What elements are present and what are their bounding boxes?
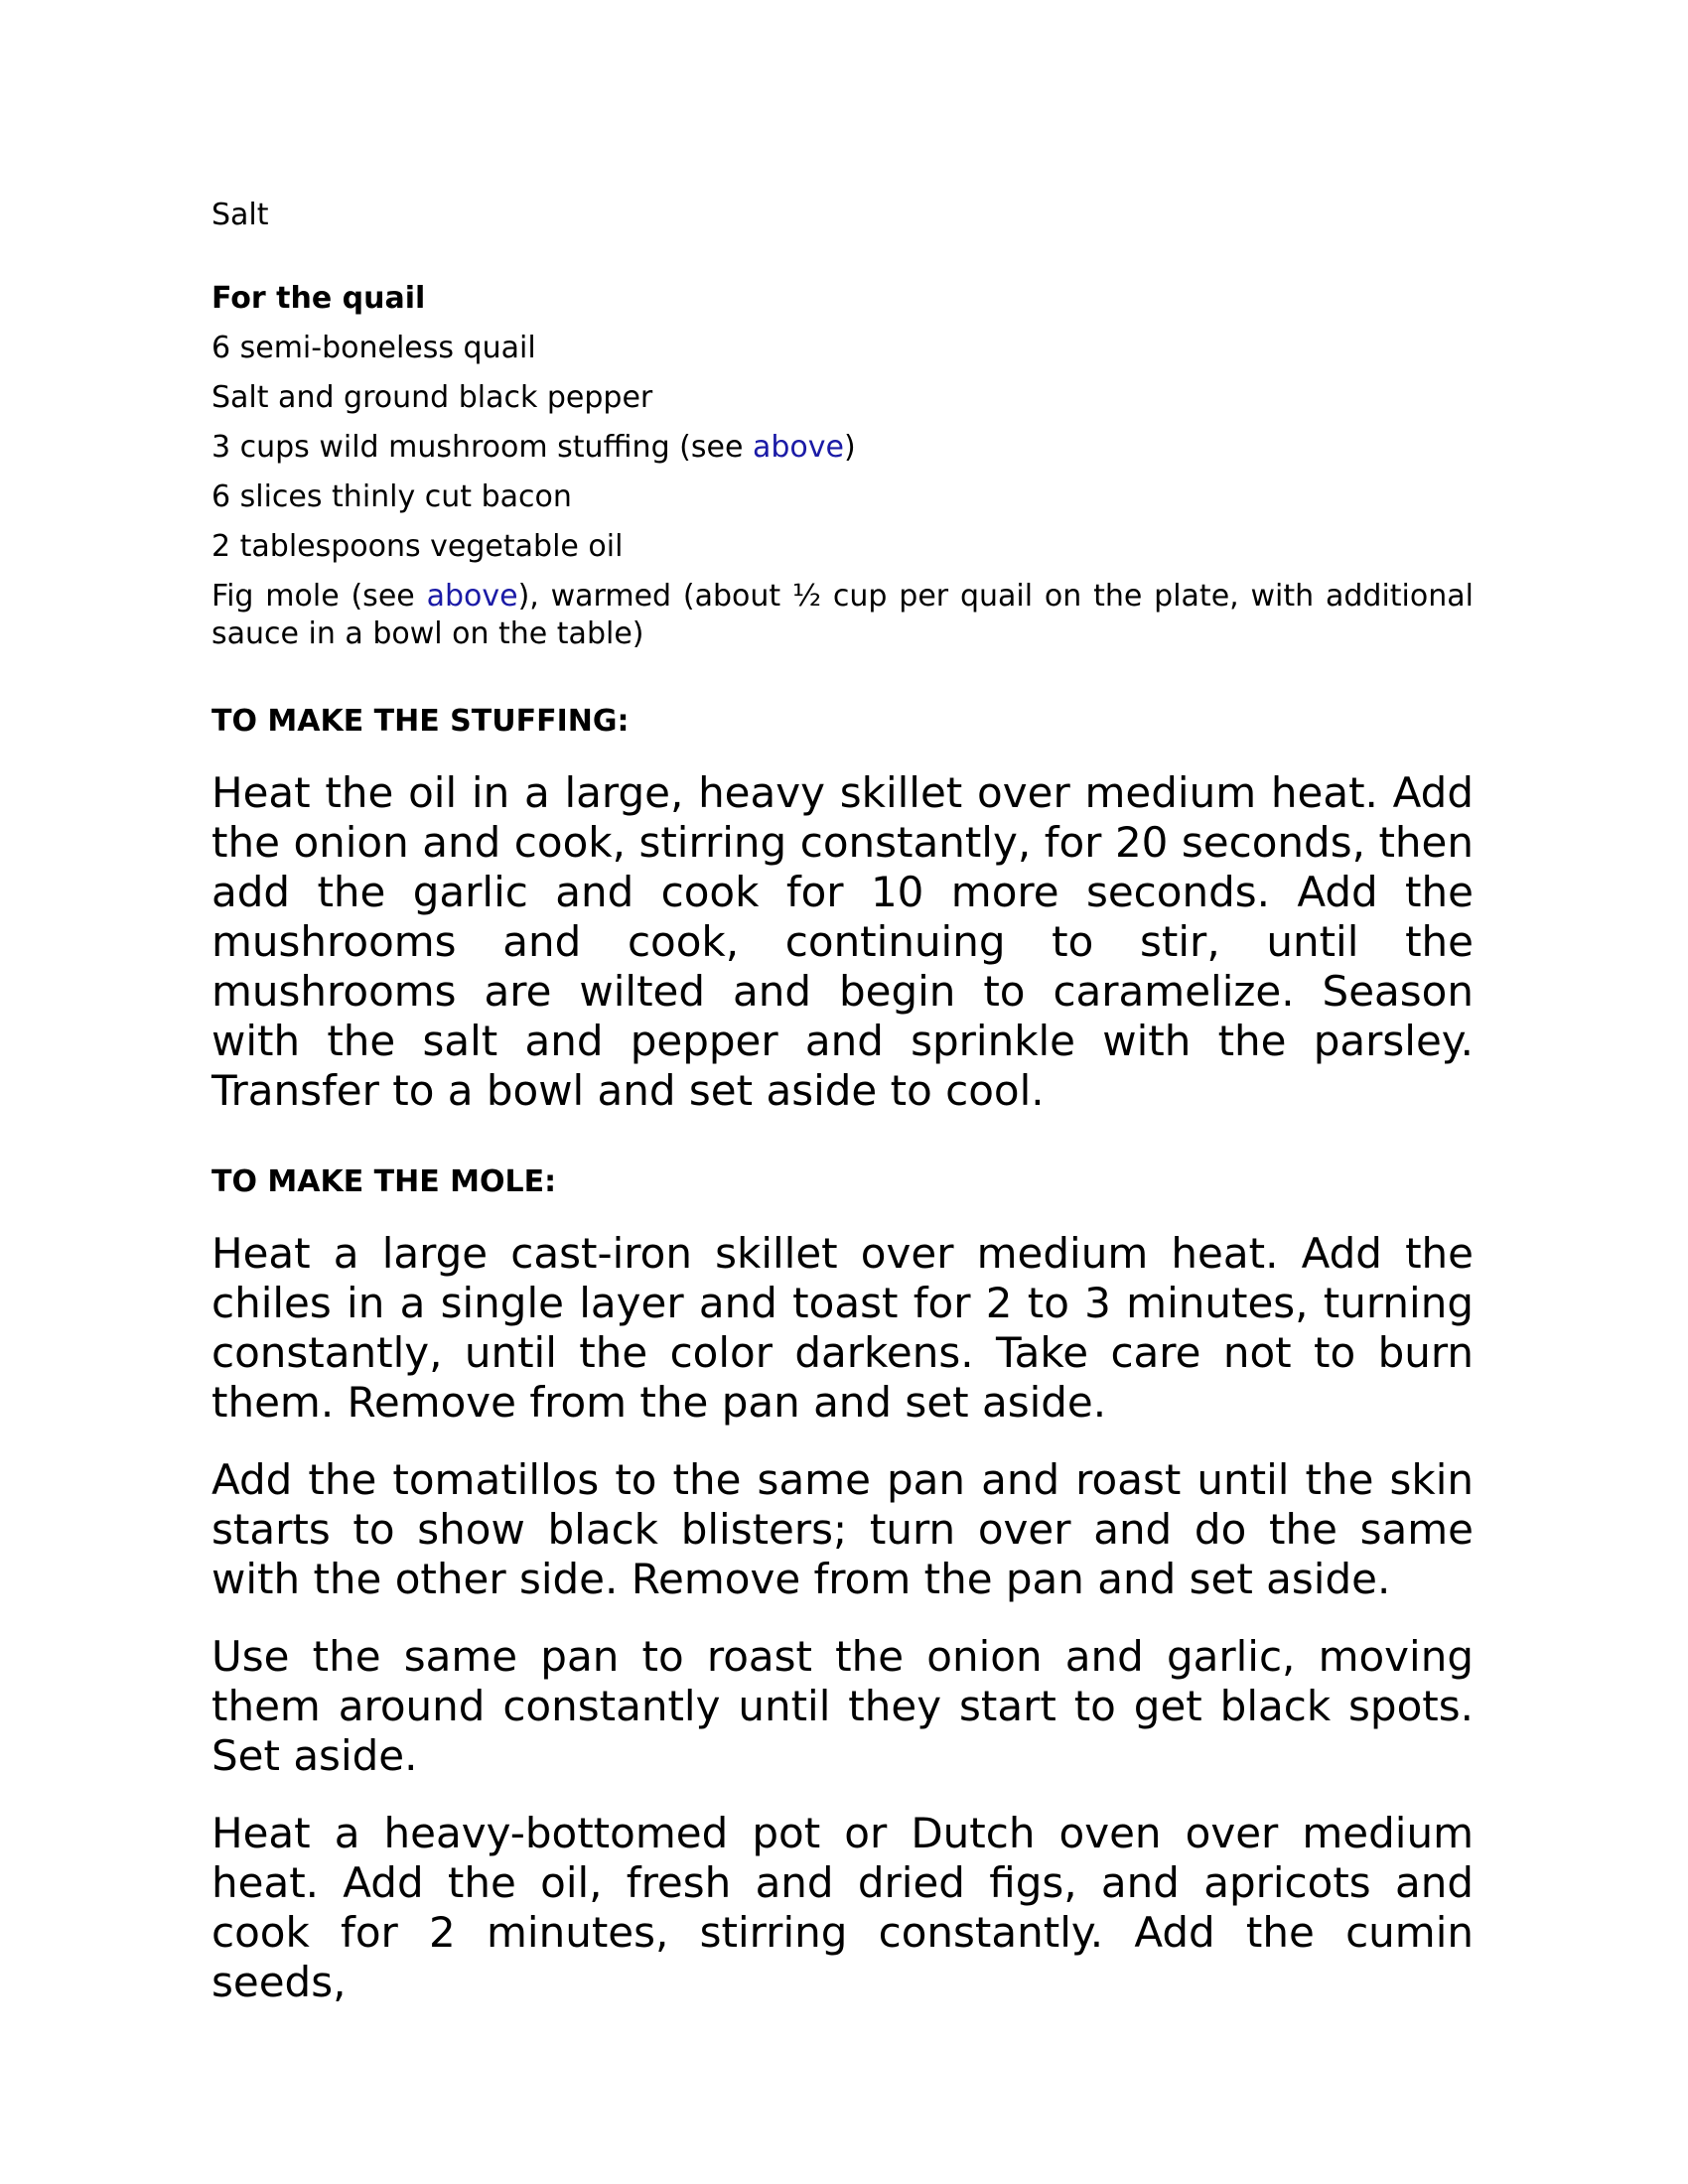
ingredient-salt-pepper: Salt and ground black pepper — [211, 380, 653, 415]
ingredient-bacon: 6 slices thinly cut bacon — [211, 479, 572, 514]
mole-paragraph-4: Heat a heavy-bottomed pot or Dutch oven over medium heat. Add the oil, fresh and dried figs, and apricots and cook for 2 minutes, stirring constantly. Add the cumin seeds, — [211, 1809, 1474, 2006]
fig-mole-above-link[interactable]: above — [426, 579, 518, 614]
mole-paragraph-3: Use the same pan to roast the onion and garlic, moving them around constantly until they start to get black spots. Set aside. — [211, 1632, 1474, 1780]
ingredient-fig-mole — [211, 578, 1474, 653]
ingredient-fig-mole-text: Fig mole (see — [211, 579, 427, 614]
ingredient-quail: 6 semi-boneless quail — [211, 331, 536, 365]
mole-heading: TO MAKE THE MOLE: — [211, 1164, 557, 1199]
stuffing-paragraph: Heat the oil in a large, heavy skillet over medium heat. Add the onion and cook, stirring constantly, for 20 seconds, then add the garlic and cook for 10 more seconds. Add the mushrooms and cook, continuing to stir, until the mushrooms are wilted and begin to caramelize. Season with the salt and pepper and sprinkle with the parsley. Transfer to a bowl and set aside to cool. — [211, 768, 1474, 1115]
ingredient-oil: 2 tablespoons vegetable oil — [211, 529, 624, 564]
stuffing-heading: TO MAKE THE STUFFING: — [211, 704, 630, 739]
ingredient-stuffing — [211, 429, 1474, 467]
quail-heading: For the quail — [211, 281, 426, 316]
mole-paragraph-2: Add the tomatillos to the same pan and roast until the skin starts to show black blisters; turn over and do the same with the other side. Remove from the pan and set aside. — [211, 1455, 1474, 1603]
stuffing-above-link[interactable]: above — [752, 430, 844, 465]
mole-paragraph-1: Heat a large cast-iron skillet over medium heat. Add the chiles in a single layer and toast for 2 to 3 minutes, turning constantly, until the color darkens. Take care not to burn them. Remove from the pan and set aside. — [211, 1229, 1474, 1427]
ingredient-stuffing-text: 3 cups wild mushroom stuffing (see — [211, 430, 753, 465]
ingredient-stuffing-close: ) — [843, 430, 856, 465]
ingredient-fig-mole-rest: ), warmed (about ½ cup per quail on the plate, with additional sauce in a bowl on the table) — [211, 579, 1474, 651]
recipe-page — [211, 197, 1474, 2035]
ingredient-salt: Salt — [211, 198, 269, 232]
